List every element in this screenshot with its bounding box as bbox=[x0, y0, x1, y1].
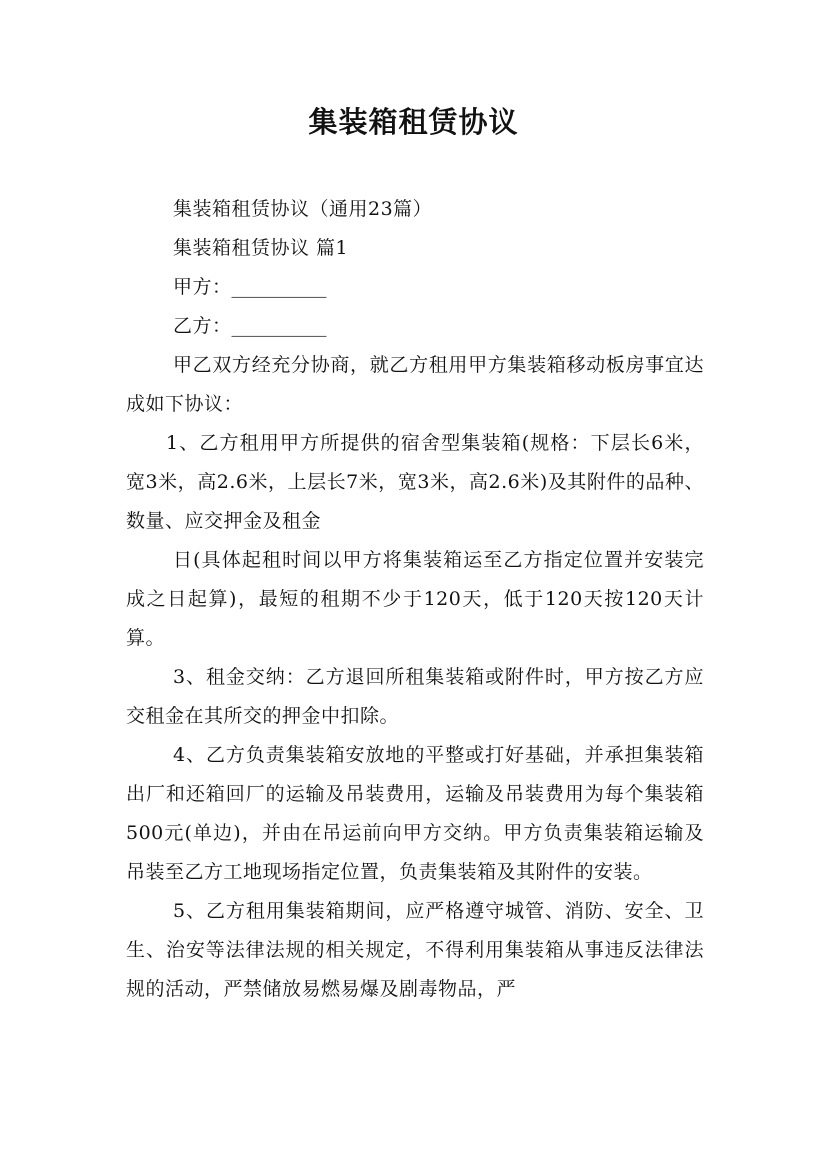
party-a-blank: __________ bbox=[231, 276, 327, 298]
party-b-blank: __________ bbox=[231, 315, 327, 337]
party-b-label: 乙方： bbox=[173, 315, 232, 337]
party-a-line bbox=[126, 268, 704, 307]
party-a-label: 甲方： bbox=[173, 276, 232, 298]
clause-1-continuation: 日(具体起租时间以甲方将集装箱运至乙方指定位置并安装完成之日起算)，最短的租期不少于120天，低于120天按120天计算。 bbox=[126, 549, 704, 649]
section-heading: 集装箱租赁协议 篇1 bbox=[173, 237, 349, 259]
subtitle-line: 集装箱租赁协议（通用23篇） bbox=[173, 198, 433, 220]
document-body bbox=[126, 190, 704, 1009]
party-b-line bbox=[126, 307, 704, 346]
document-title: 集装箱租赁协议 bbox=[308, 105, 519, 139]
clause-4-paragraph: 4、乙方负责集装箱安放地的平整或打好基础，并承担集装箱出厂和还箱回厂的运输及吊装费用，运输及吊装费用为每个集装箱500元(单边)，并由在吊运前向甲方交纳。甲方负责集装箱运输及吊装至乙方工地现场指定位置，负责集装箱及其附件的安装。 bbox=[126, 744, 704, 883]
clause-5-paragraph: 5、乙方租用集装箱期间，应严格遵守城管、消防、安全、卫生、治安等法律法规的相关规定，不得利用集装箱从事违反法律法规的活动，严禁储放易燃易爆及剧毒物品，严 bbox=[126, 900, 704, 1000]
clause-1-paragraph: 1、乙方租用甲方所提供的宿舍型集装箱(规格：下层长6米，宽3米，高2.6米，上层长7米，宽3米，高2.6米)及其附件的品种、数量、应交押金及租金 bbox=[126, 432, 704, 532]
intro-paragraph: 甲乙双方经充分协商，就乙方租用甲方集装箱移动板房事宜达成如下协议： bbox=[126, 354, 704, 415]
clause-3-paragraph: 3、租金交纳：乙方退回所租集装箱或附件时，甲方按乙方应交租金在其所交的押金中扣除。 bbox=[126, 666, 704, 727]
